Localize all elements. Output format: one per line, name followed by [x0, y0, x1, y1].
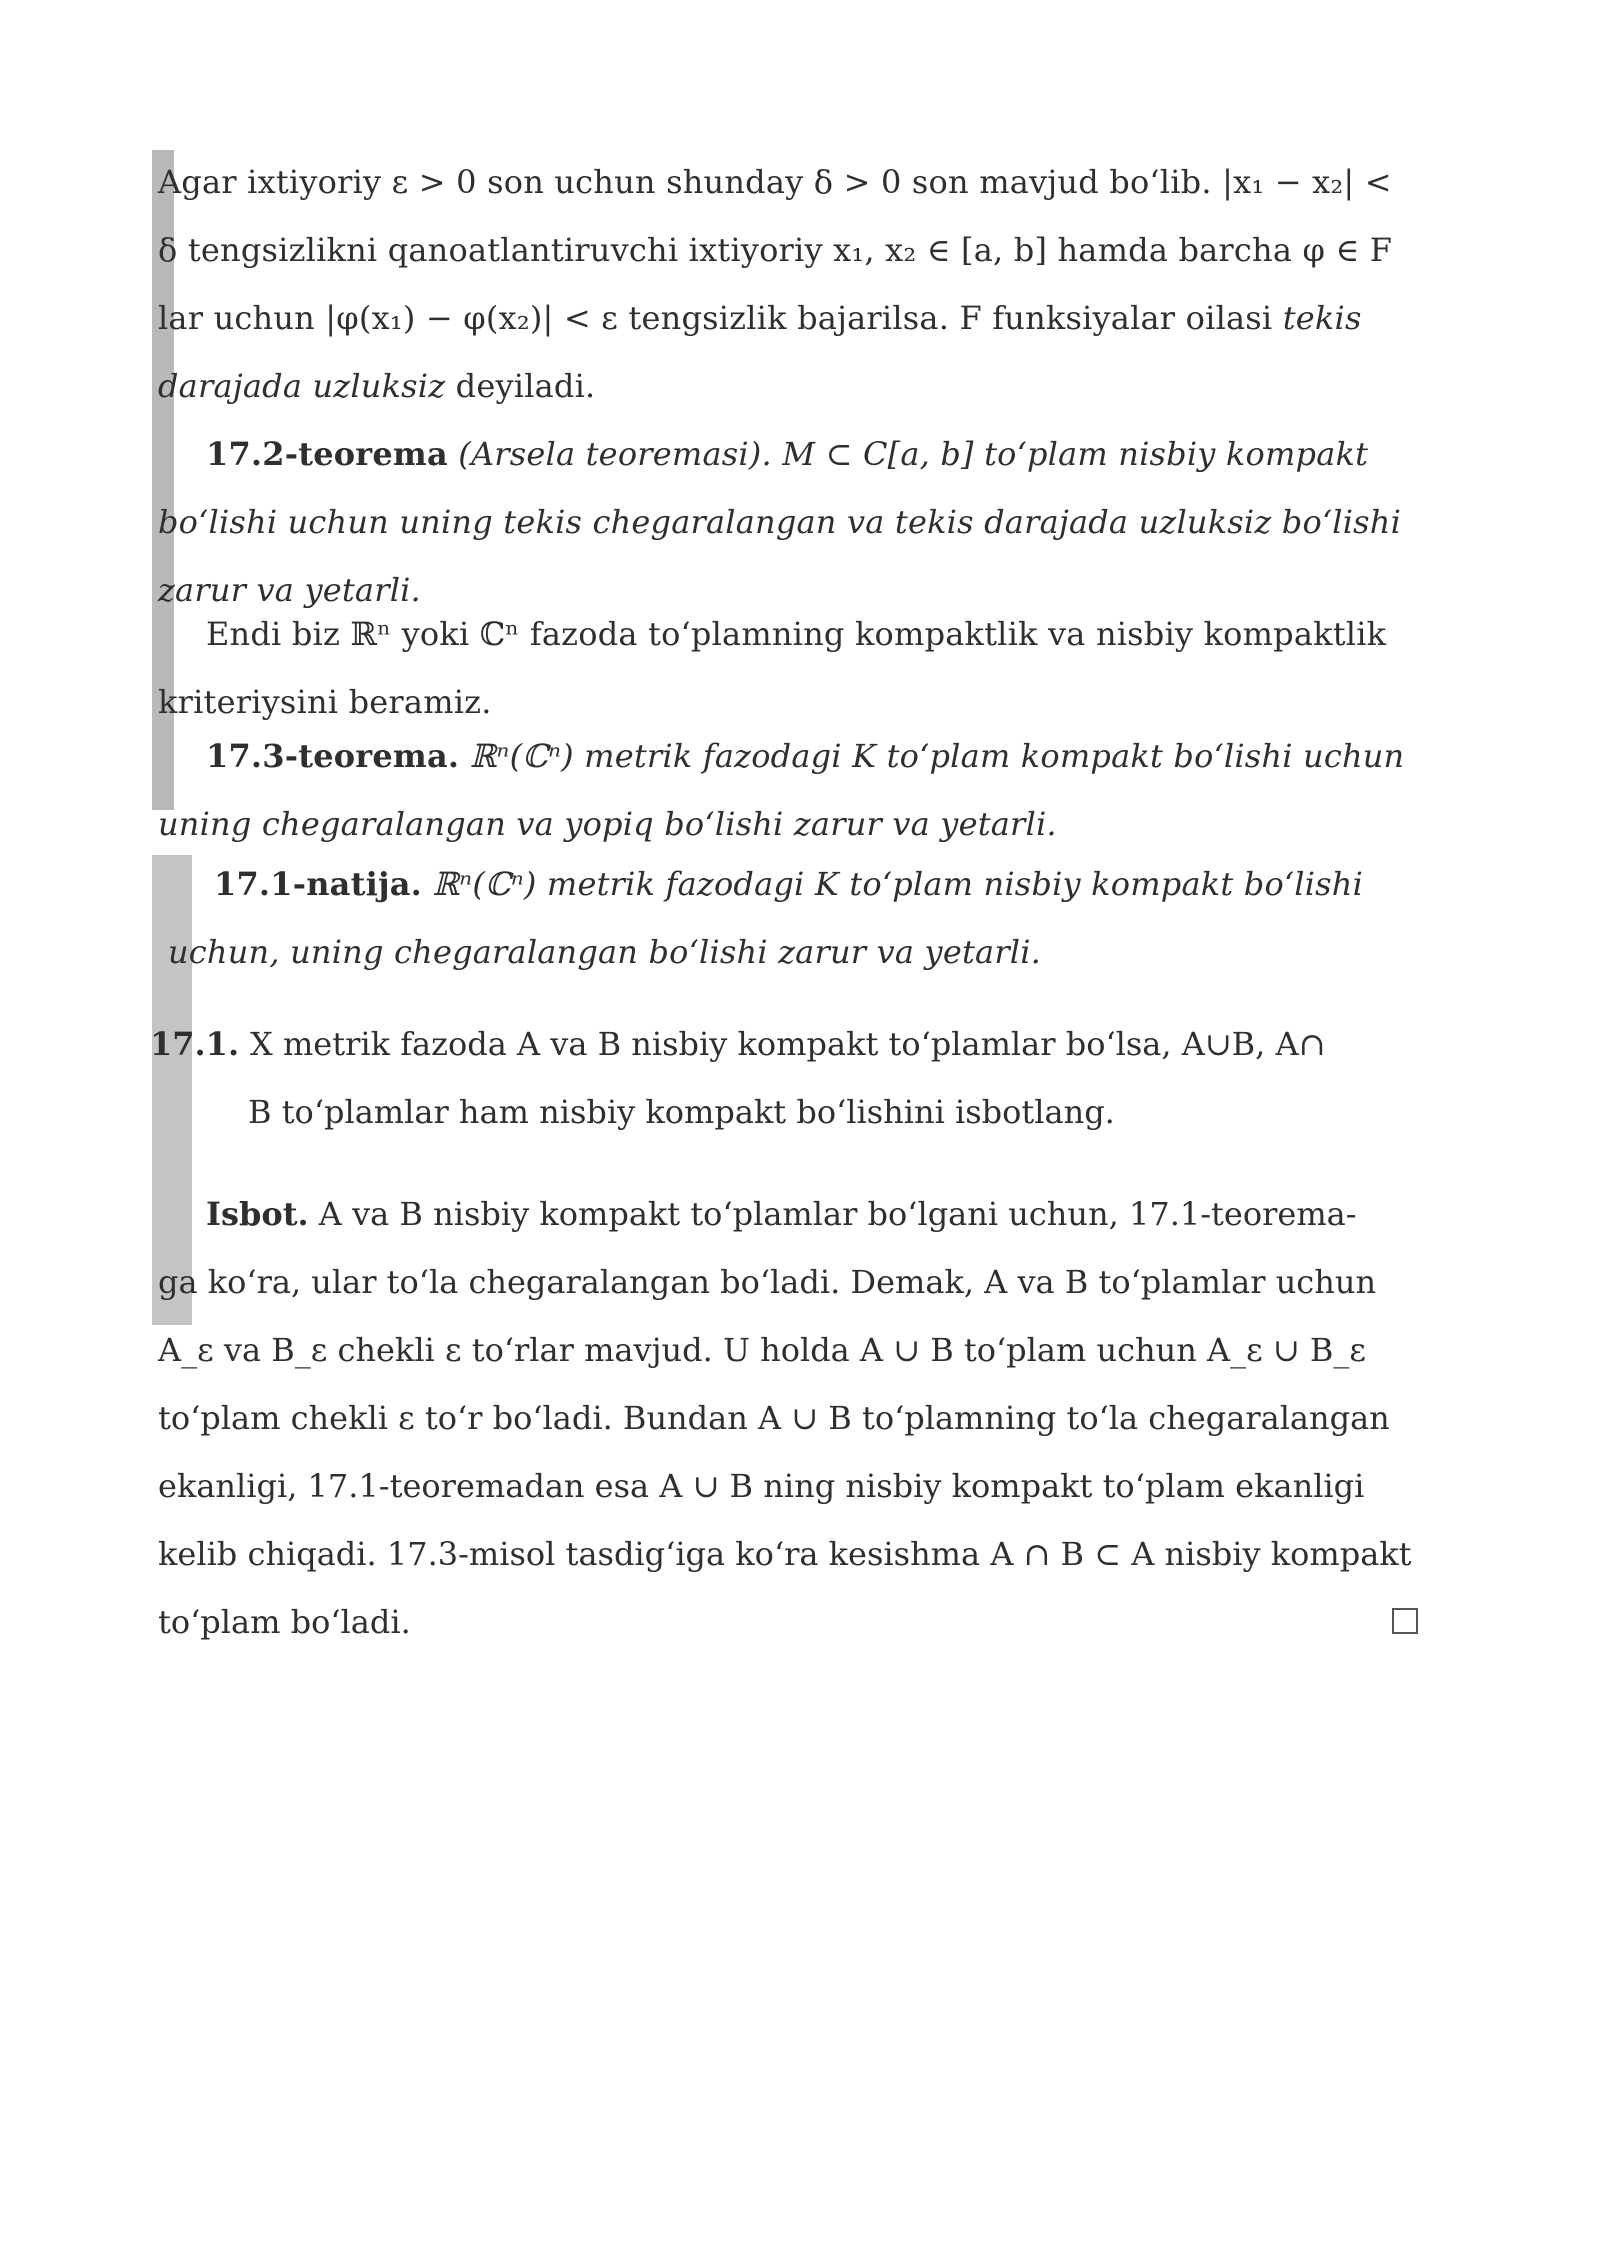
definition-paragraph — [158, 148, 1418, 420]
definition-term-part-2: darajada uzluksiz — [158, 367, 446, 405]
intro-paragraph — [158, 600, 1418, 736]
intro-line-1-text: Endi biz ℝⁿ yoki ℂⁿ fazoda to‘plamning kompaktlik va nisbiy kompaktlik — [206, 615, 1387, 653]
proof-block — [158, 1180, 1418, 1656]
definition-term-part-1: tekis — [1282, 299, 1362, 337]
theorem-17-3 — [158, 722, 1418, 858]
definition-line-3-text: lar uchun |φ(x₁) − φ(x₂)| < ε tengsizlik bajarilsa. F funksiyalar oilasi — [158, 299, 1283, 337]
theorem-17-2-line-3: zarur va yetarli. — [158, 571, 421, 609]
definition-line-3 — [158, 284, 1418, 352]
exercise-line-1-text: X metrik fazoda A va B nisbiy kompakt to‘plamlar bo‘lsa, A∪B, A∩ — [250, 1025, 1326, 1063]
corollary-line-2: uchun, uning chegaralangan bo‘lishi zarur va yetarli. — [168, 933, 1042, 971]
proof-line-7-text: to‘plam bo‘ladi. — [158, 1603, 411, 1641]
theorem-17-3-line-2: uning chegaralangan va yopiq bo‘lishi zarur va yetarli. — [158, 805, 1057, 843]
corollary-body-1: ℝⁿ(ℂⁿ) metrik fazodagi K to‘plam nisbiy kompakt bo‘lishi — [422, 865, 1364, 903]
intro-line-2: kriteriysini beramiz. — [158, 683, 492, 721]
proof-line-4: to‘plam chekli ε to‘r bo‘ladi. Bundan A ∪ B to‘plamning to‘la chegaralangan — [158, 1399, 1390, 1437]
corollary-label: 17.1-natija. — [214, 865, 423, 903]
proof-line-3: A_ε va B_ε chekli ε to‘rlar mavjud. U holda A ∪ B to‘plam uchun A_ε ∪ B_ε — [158, 1331, 1366, 1369]
corollary-17-1 — [158, 850, 1418, 986]
definition-line-2: δ tengsizlikni qanoatlantiruvchi ixtiyoriy x₁, x₂ ∈ [a, b] hamda barcha φ ∈ F — [158, 231, 1393, 269]
proof-label: Isbot. — [206, 1195, 309, 1233]
exercise-line-2: B to‘plamlar ham nisbiy kompakt bo‘lishini isbotlang. — [248, 1093, 1115, 1131]
proof-line-1-text: A va B nisbiy kompakt to‘plamlar bo‘lgani uchun, 17.1-teorema- — [308, 1195, 1357, 1233]
qed-square-icon — [1392, 1608, 1418, 1634]
proof-line-7 — [158, 1588, 1418, 1656]
theorem-17-2-line-2: bo‘lishi uchun uning tekis chegaralangan va tekis darajada uzluksiz bo‘lishi — [158, 503, 1402, 541]
definition-line-1: Agar ixtiyoriy ε > 0 son uchun shunday δ > 0 son mavjud bo‘lib. |x₁ − x₂| < — [158, 163, 1392, 201]
theorem-17-2-line-1 — [158, 420, 1418, 488]
theorem-17-3-label: 17.3-teorema. — [206, 737, 460, 775]
exercise-line-1 — [150, 1010, 1420, 1078]
theorem-17-2-body-1: M ⊂ C[a, b] to‘plam nisbiy kompakt — [771, 435, 1369, 473]
definition-line-4-text: deyiladi. — [445, 367, 596, 405]
proof-line-6: kelib chiqadi. 17.3-misol tasdig‘iga ko‘ra kesishma A ∩ B ⊂ A nisbiy kompakt — [158, 1535, 1412, 1573]
proof-line-5: ekanligi, 17.1-teoremadan esa A ∪ B ning nisbiy kompakt to‘plam ekanligi — [158, 1467, 1365, 1505]
theorem-17-3-line-1 — [158, 722, 1418, 790]
theorem-17-3-body-1: ℝⁿ(ℂⁿ) metrik fazodagi K to‘plam kompakt bo‘lishi uchun — [459, 737, 1405, 775]
exercise-number: 17.1. — [150, 1025, 240, 1063]
theorem-17-2-name: (Arsela teoremasi). — [447, 435, 772, 473]
exercise-17-1 — [150, 1010, 1420, 1146]
proof-line-2: ga ko‘ra, ular to‘la chegaralangan bo‘ladi. Demak, A va B to‘plamlar uchun — [158, 1263, 1377, 1301]
corollary-line-1 — [158, 850, 1418, 918]
definition-line-4 — [158, 352, 1418, 420]
theorem-17-2 — [158, 420, 1418, 624]
theorem-17-2-label: 17.2-teorema — [206, 435, 448, 473]
intro-line-1 — [158, 600, 1418, 668]
proof-line-1 — [158, 1180, 1418, 1248]
